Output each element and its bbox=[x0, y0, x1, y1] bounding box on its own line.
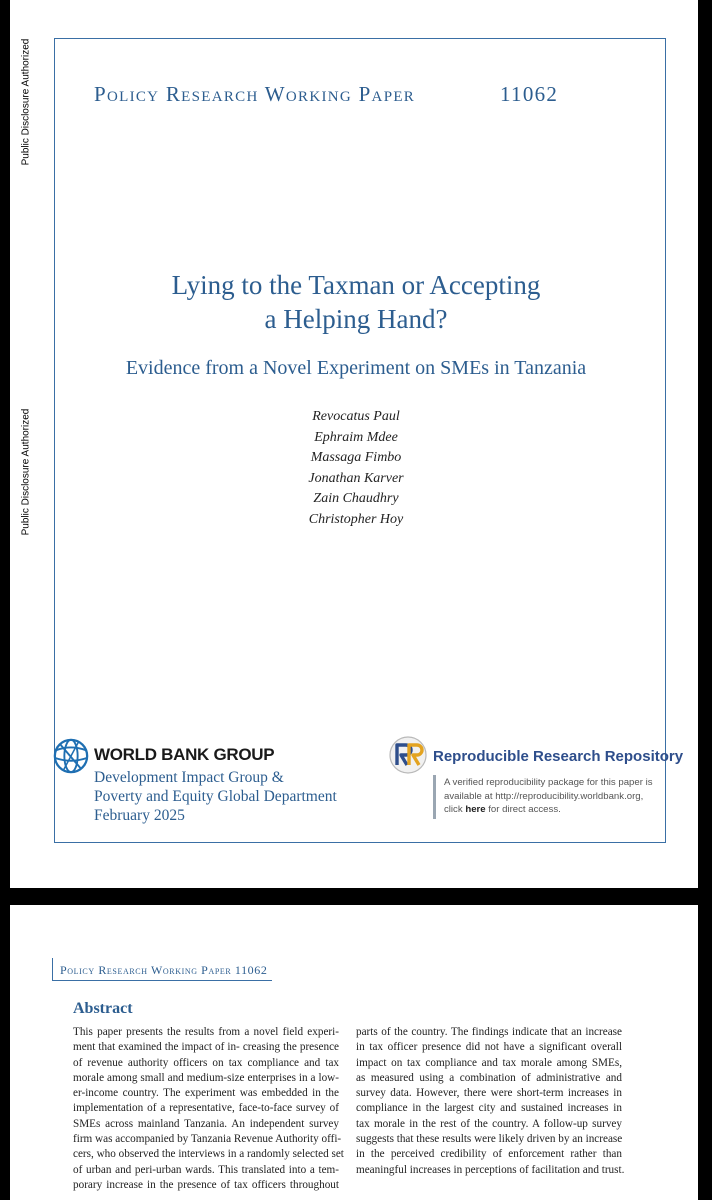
author: Revocatus Paul bbox=[312, 409, 400, 424]
author: Zain Chaudhry bbox=[313, 491, 399, 506]
author: Massaga Fimbo bbox=[310, 450, 402, 465]
author: Christopher Hoy bbox=[308, 511, 404, 527]
paper-number: 11062 bbox=[500, 82, 559, 106]
department-block bbox=[94, 768, 337, 825]
header-horizontal-rule bbox=[52, 980, 272, 981]
abstract-line: parts of the country. The findings indicate that an increase bbox=[356, 1026, 622, 1038]
title-line-1: Lying to the Taxman or Accepting bbox=[171, 270, 541, 300]
abstract-line: of revenue authority officers on tax compliance and tax bbox=[73, 1056, 339, 1069]
abstract-line: porary increase in the presence of tax officers throughout bbox=[73, 1178, 339, 1191]
direct-access-text: for direct access. bbox=[488, 804, 561, 815]
abstract-line: implementation of a representative, face-to-face survey of bbox=[73, 1102, 339, 1115]
page2-series-header: Policy Research Working Paper 11062 bbox=[60, 963, 268, 977]
abstract-line: of urban and peri-urban wards. This translated into a tem- bbox=[73, 1163, 339, 1176]
abstract-line: This paper presents the results from a novel field experi- bbox=[73, 1026, 339, 1038]
abstract-line: meaningful increases in perceptions of facilitation and trust. bbox=[356, 1163, 625, 1176]
author-list bbox=[0, 407, 712, 530]
repository-note-line-1: A verified reproducibility package for this paper is bbox=[444, 777, 653, 788]
click-text: click bbox=[444, 804, 463, 815]
abstract-line: in tax officer presence did not have a significant overall bbox=[356, 1041, 622, 1054]
here-link[interactable]: here bbox=[465, 804, 486, 815]
author: Ephraim Mdee bbox=[314, 429, 398, 445]
publication-date: February 2025 bbox=[94, 807, 185, 824]
department-line-2: Poverty and Equity Global Department bbox=[94, 788, 337, 805]
title-line-2: a Helping Hand? bbox=[264, 304, 448, 334]
abstract-line: er-income country. The experiment was embedded in the bbox=[73, 1087, 339, 1100]
reproducible-repository-title: Reproducible Research Repository bbox=[433, 748, 684, 765]
header-vertical-rule bbox=[52, 958, 53, 980]
author: Jonathan Karver bbox=[308, 470, 404, 486]
disclosure-label-bottom: Public Disclosure Authorized bbox=[20, 408, 32, 536]
repository-note-line-2: available at http://reproducibility.worldbank.org, bbox=[444, 790, 644, 802]
repository-note bbox=[444, 776, 653, 817]
department-line-1: Development Impact Group & bbox=[94, 769, 284, 786]
abstract-line: as measured using a combination of administrative and bbox=[356, 1071, 622, 1084]
repository-note-line-3 bbox=[444, 803, 653, 817]
abstract-line: cers, who observed the interviews in a randomly selected set bbox=[73, 1148, 344, 1161]
repository-divider bbox=[433, 775, 436, 819]
abstract-line: suggests that these results were likely driven by an increase bbox=[356, 1133, 623, 1146]
abstract-line: morale among small and medium-size enterprises in a low- bbox=[73, 1071, 339, 1084]
reproducible-research-icon bbox=[388, 735, 428, 775]
abstract-heading: Abstract bbox=[73, 1000, 133, 1017]
abstract-line: in the perceived credibility of enforcement rather than bbox=[356, 1148, 622, 1161]
abstract-line: compliance in the largest city and sustained increases in bbox=[356, 1102, 622, 1115]
disclosure-label-top: Public Disclosure Authorized bbox=[20, 38, 32, 166]
abstract-line: firm was accompanied by Tanzania Revenue Authority offi- bbox=[73, 1133, 342, 1146]
abstract-line: impact on tax compliance and tax morale among SMEs, bbox=[356, 1056, 622, 1069]
abstract-column-left bbox=[73, 1025, 344, 1193]
world-bank-globe-icon bbox=[52, 737, 90, 775]
abstract-line: ment that examined the impact of in- creasing the presence bbox=[73, 1041, 339, 1054]
world-bank-group-name: WORLD BANK GROUP bbox=[94, 745, 275, 764]
abstract-line: survey data. However, there were short-term increases in bbox=[356, 1087, 622, 1100]
abstract-line: tax morale in the rest of the country. A follow-up survey bbox=[356, 1117, 622, 1130]
abstract-column-right bbox=[356, 1025, 625, 1178]
subtitle: Evidence from a Novel Experiment on SMEs in Tanzania bbox=[125, 357, 587, 379]
series-name: Policy Research Working Paper bbox=[94, 82, 416, 106]
abstract-line: SMEs across mainland Tanzania. An independent survey bbox=[73, 1117, 339, 1130]
